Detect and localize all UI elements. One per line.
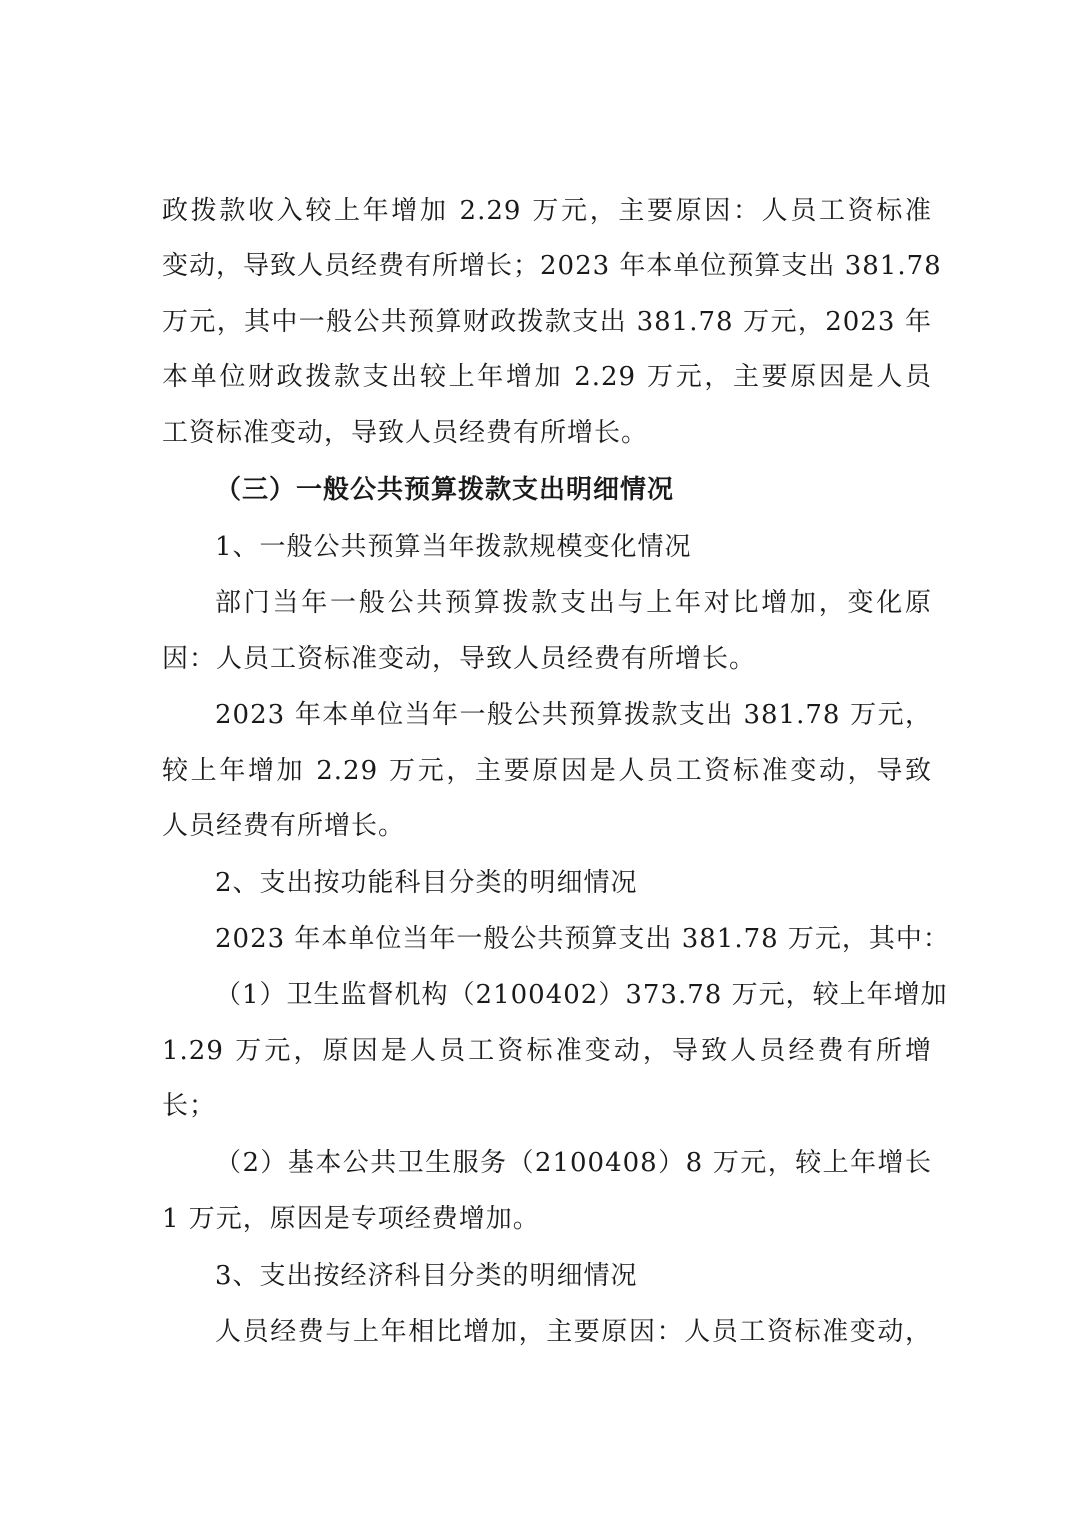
list-item-line: （2）基本公共卫生服务（2100408）8 万元，较上年增长 bbox=[215, 1148, 932, 1178]
list-item-line: 1.29 万元，原因是人员工资标准变动，导致人员经费有所增 bbox=[162, 1036, 932, 1066]
paragraph-line: 2023 年本单位当年一般公共预算拨款支出 381.78 万元， bbox=[215, 700, 932, 730]
paragraph-line: 2023 年本单位当年一般公共预算支出 381.78 万元，其中： bbox=[215, 924, 950, 954]
subsection-heading: 1、一般公共预算当年拨款规模变化情况 bbox=[215, 532, 692, 562]
paragraph-line: 政拨款收入较上年增加 2.29 万元，主要原因：人员工资标准 bbox=[162, 196, 932, 226]
paragraph-line: 较上年增加 2.29 万元，主要原因是人员工资标准变动，导致 bbox=[162, 756, 932, 786]
paragraph-line: 人员经费与上年相比增加，主要原因：人员工资标准变动， bbox=[215, 1317, 932, 1347]
paragraph-line: 万元，其中一般公共预算财政拨款支出 381.78 万元，2023 年 bbox=[162, 307, 932, 337]
paragraph-line: 本单位财政拨款支出较上年增加 2.29 万元，主要原因是人员 bbox=[162, 362, 932, 392]
list-item-line: 1 万元，原因是专项经费增加。 bbox=[162, 1204, 540, 1234]
paragraph-line: 因：人员工资标准变动，导致人员经费有所增长。 bbox=[162, 644, 757, 674]
paragraph-line: 人员经费有所增长。 bbox=[162, 811, 406, 841]
list-item-line: 长； bbox=[162, 1091, 217, 1121]
paragraph-line: 变动，导致人员经费有所增长；2023 年本单位预算支出 381.78 bbox=[162, 251, 942, 281]
list-item-line: （1）卫生监督机构（2100402）373.78 万元，较上年增加 bbox=[215, 980, 948, 1010]
paragraph-line: 部门当年一般公共预算拨款支出与上年对比增加，变化原 bbox=[215, 588, 932, 618]
subsection-heading: 3、支出按经济科目分类的明细情况 bbox=[215, 1261, 638, 1291]
paragraph-line: 工资标准变动，导致人员经费有所增长。 bbox=[162, 418, 649, 448]
section-heading: （三）一般公共预算拨款支出明细情况 bbox=[215, 475, 675, 505]
subsection-heading: 2、支出按功能科目分类的明细情况 bbox=[215, 868, 638, 898]
